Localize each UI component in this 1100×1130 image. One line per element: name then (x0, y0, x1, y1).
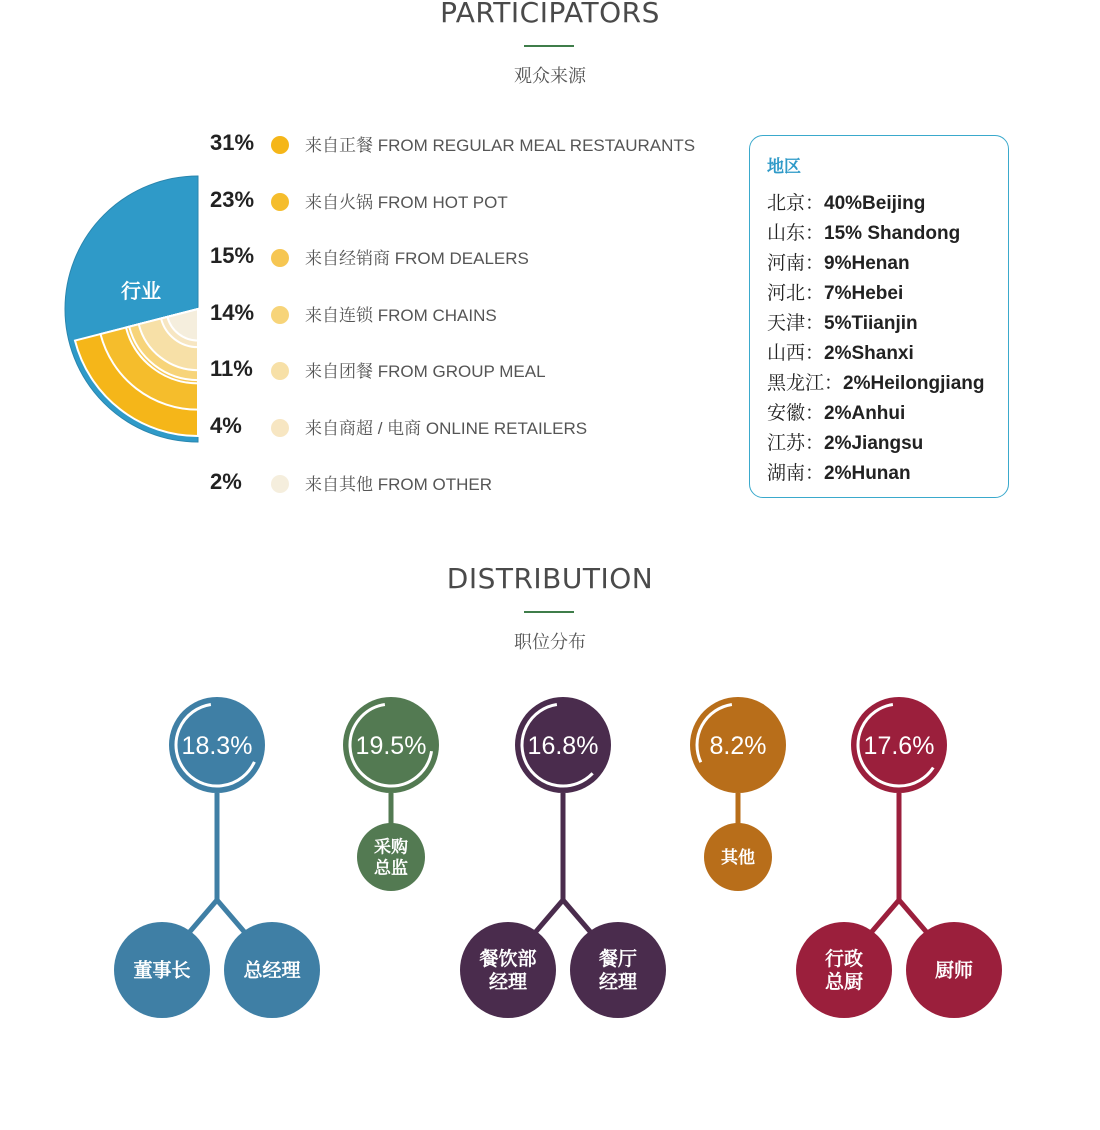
region-value: 2%Shanxi (824, 343, 914, 364)
role-label: 行政 (824, 949, 864, 971)
legend-category: 来自其他 FROM OTHER (305, 475, 492, 494)
region-value: 40%Beijing (824, 193, 926, 214)
percent-label: 19.5% (355, 732, 427, 760)
industry-pie (60, 172, 210, 444)
legend-category: 来自连锁 FROM CHAINS (305, 305, 497, 325)
region-row (767, 458, 911, 485)
role-label: 董事长 (133, 960, 191, 982)
region-value: 15% Shandong (824, 223, 961, 244)
role-label: 总经理 (243, 960, 301, 982)
region-name: 黑龙江： (767, 373, 844, 394)
legend-category: 来自正餐 FROM REGULAR MEAL RESTAURANTS (305, 136, 696, 155)
legend-percent: 4% (210, 412, 242, 438)
legend-dot (271, 249, 289, 267)
role-label: 经理 (598, 972, 638, 994)
region-value: 2%Jiangsu (824, 433, 924, 454)
region-name: 山西： (767, 343, 825, 364)
region-name: 安徽： (767, 403, 825, 424)
role-label: 餐厅 (598, 949, 638, 971)
region-value: 9%Henan (824, 253, 910, 274)
region-name: 江苏： (767, 433, 825, 454)
legend-percent: 23% (210, 186, 255, 212)
role-label: 经理 (488, 972, 528, 994)
percent-label: 17.6% (863, 732, 935, 760)
distribution-node-4 (796, 697, 1002, 1018)
region-name: 河南： (767, 253, 825, 274)
region-value: 2%Hunan (824, 463, 911, 484)
region-name: 山东： (767, 223, 825, 244)
legend-dot (271, 475, 289, 493)
region-name: 北京： (767, 193, 825, 214)
region-value: 2%Heilongjiang (843, 373, 985, 394)
legend-percent: 31% (210, 130, 255, 155)
distribution-node-0 (114, 697, 320, 1018)
legend-dot (271, 419, 289, 437)
role-circle (357, 823, 425, 891)
participators-title: PARTICIPATORS (440, 0, 660, 29)
distribution-group (114, 697, 1002, 1018)
legend-percent: 14% (210, 299, 255, 325)
region-row (767, 368, 984, 395)
region-row (767, 248, 910, 275)
distribution-subtitle: 职位分布 (514, 632, 586, 653)
legend-dot (271, 306, 289, 324)
region-row (767, 218, 960, 245)
legend-dot (271, 193, 289, 211)
legend-category: 来自团餐 FROM GROUP MEAL (305, 362, 546, 381)
percent-label: 18.3% (181, 732, 253, 760)
pie-group (65, 176, 198, 442)
region-row (767, 278, 903, 305)
region-value: 2%Anhui (824, 403, 906, 424)
percent-label: 8.2% (709, 732, 767, 760)
percent-label: 16.8% (527, 732, 599, 760)
legend-category: 来自火锅 FROM HOT POT (305, 192, 508, 212)
region-row (767, 398, 905, 425)
role-label: 厨师 (934, 960, 974, 982)
legend-dot (271, 136, 289, 154)
distribution-chart (0, 680, 1100, 1040)
distribution-rule (524, 611, 574, 613)
region-row (767, 428, 923, 455)
distribution-node-1 (343, 697, 439, 891)
role-label: 采购 (374, 837, 408, 857)
pie-center-label: 行业 (121, 281, 161, 303)
role-label: 总厨 (824, 972, 864, 994)
role-label: 餐饮部 (479, 949, 537, 971)
distribution-node-3 (690, 697, 786, 891)
legend-percent: 2% (210, 469, 242, 494)
participators-rule (524, 45, 574, 47)
legend-dot (271, 362, 289, 380)
participators-subtitle: 观众来源 (514, 66, 586, 87)
legend-percent: 15% (210, 243, 255, 268)
role-label: 其他 (721, 847, 755, 867)
legend-percent: 11% (210, 356, 253, 381)
role-label: 总监 (374, 858, 408, 878)
legend-category: 来自经销商 FROM DEALERS (305, 249, 529, 268)
region-value: 5%Tiianjin (824, 313, 918, 334)
region-name: 天津： (767, 313, 825, 334)
region-name: 湖南： (767, 463, 825, 484)
region-name: 河北： (767, 283, 825, 304)
region-row (767, 338, 914, 365)
region-title: 地区 (767, 157, 801, 177)
distribution-title: DISTRIBUTION (446, 562, 654, 595)
region-row (767, 308, 918, 335)
legend-category: 来自商超 / 电商 ONLINE RETAILERS (305, 418, 588, 438)
region-row (767, 188, 925, 215)
distribution-node-2 (460, 697, 666, 1018)
region-value: 7%Hebei (824, 283, 904, 304)
